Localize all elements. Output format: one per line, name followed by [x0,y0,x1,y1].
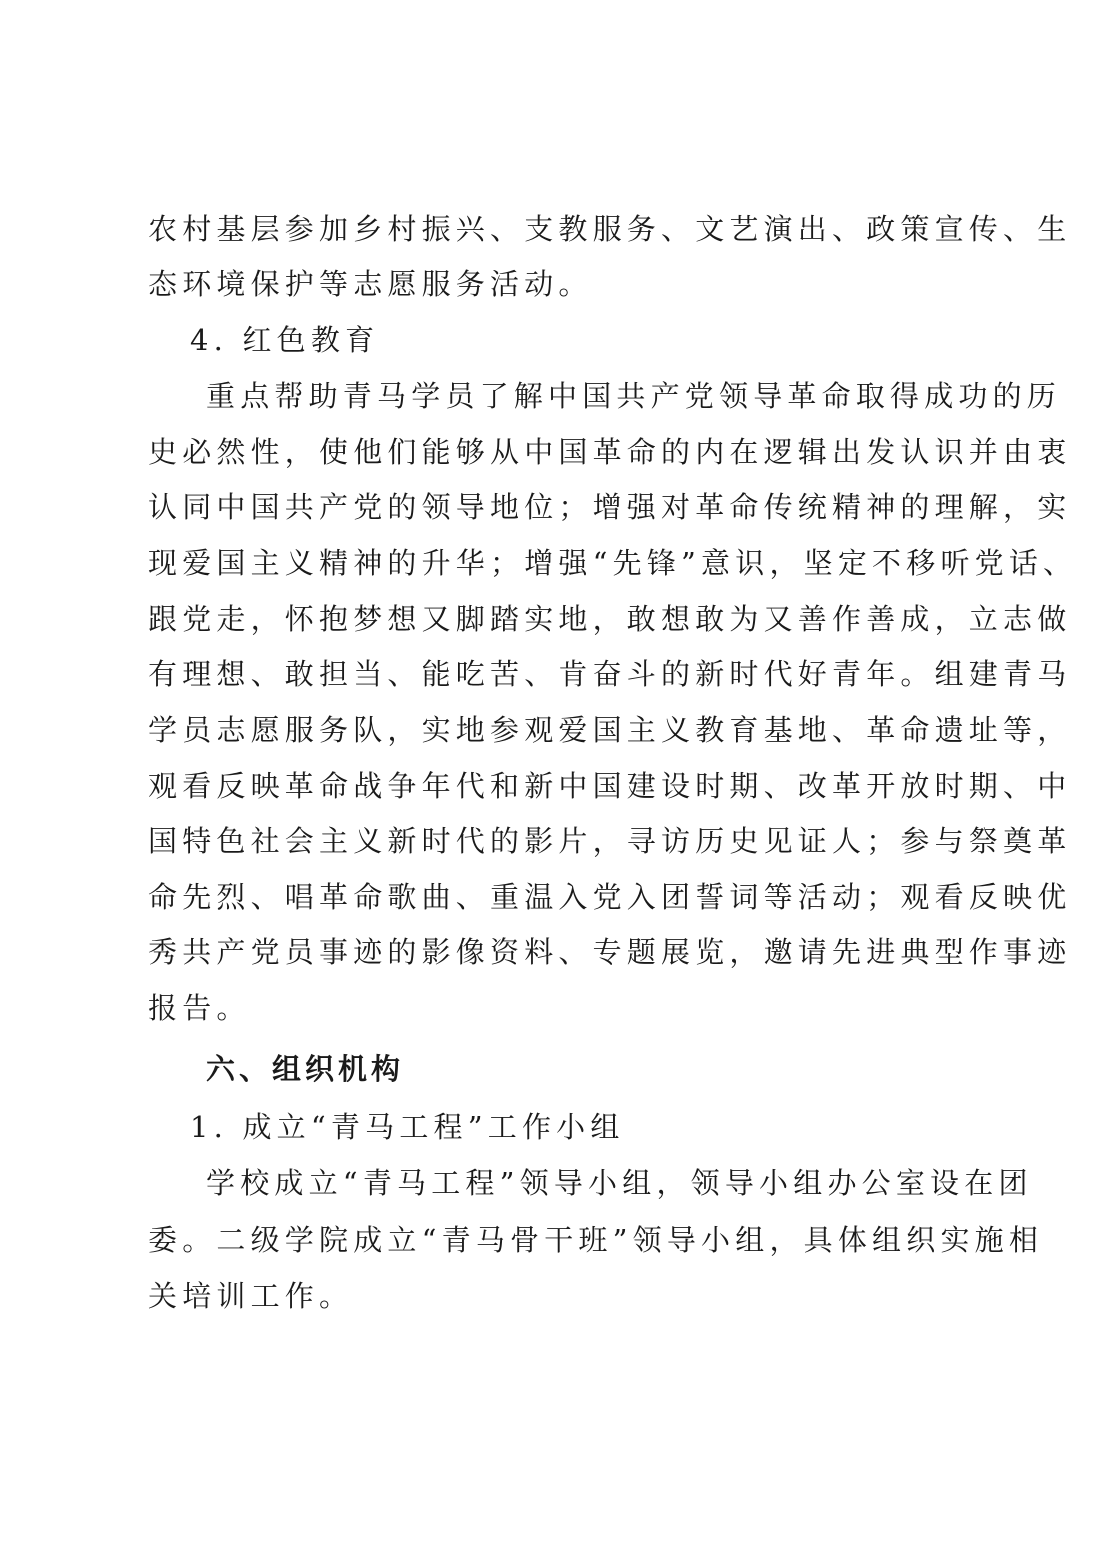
body-text-line: 有理想、敢担当、能吃苦、肯奋斗的新时代好青年。组建青马 [148,657,1072,691]
body-text-line: 重点帮助青马学员了解中国共产党领导革命取得成功的历 [206,379,1062,413]
subsection-heading: 4. 红色教育 [190,323,380,357]
body-text-line: 认同中国共产党的领导地位；增强对革命传统精神的理解，实 [148,490,1072,524]
body-text-line: 国特色社会主义新时代的影片，寻访历史见证人；参与祭奠革 [148,824,1072,858]
body-text-line: 态环境保护等志愿服务活动。 [148,267,593,301]
body-text-line: 学员志愿服务队，实地参观爱国主义教育基地、革命遗址等， [148,713,1072,747]
body-text-line: 现爱国主义精神的升华；增强“先锋”意识，坚定不移听党话、 [148,546,1078,580]
body-text-line: 委。二级学院成立“青马骨干班”领导小组，具体组织实施相 [148,1223,1044,1257]
body-text-line: 学校成立“青马工程”领导小组，领导小组办公室设在团 [206,1166,1033,1200]
section-heading: 六、组织机构 [206,1052,405,1086]
body-text-line: 秀共产党员事迹的影像资料、专题展览，邀请先进典型作事迹 [148,935,1072,969]
body-text-line: 命先烈、唱革命歌曲、重温入党入团誓词等活动；观看反映优 [148,880,1072,914]
body-text-line: 跟党走，怀抱梦想又脚踏实地，敢想敢为又善作善成，立志做 [148,602,1072,636]
body-text-line: 关培训工作。 [148,1279,354,1313]
body-text-line: 农村基层参加乡村振兴、支教服务、文艺演出、政策宣传、生 [148,212,1072,246]
body-text-line: 报告。 [148,991,251,1025]
body-text-line: 观看反映革命战争年代和新中国建设时期、改革开放时期、中 [148,769,1072,803]
subsection-heading: 1. 成立“青马工程”工作小组 [190,1110,625,1144]
body-text-line: 史必然性，使他们能够从中国革命的内在逻辑出发认识并由衷 [148,435,1072,469]
